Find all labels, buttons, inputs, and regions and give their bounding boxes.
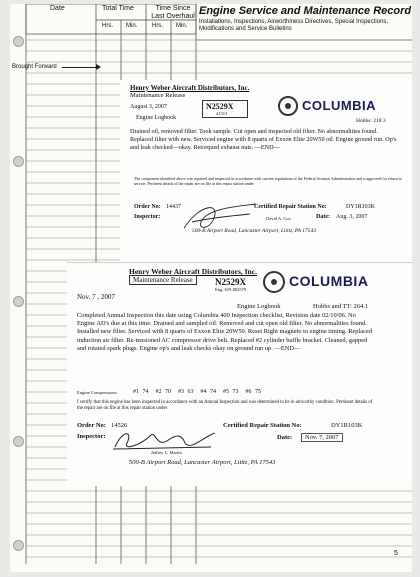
release-date: August 3, 2007 [130,104,167,110]
engine-serial: 41513 [216,111,228,116]
compressions-values: #1 74 #2 70 #3 63 #4 74 #5 73 #6 75 [133,389,261,395]
date-label: Date: [316,214,330,220]
hobbs-reading: Hobbs and TT: 264.1 [313,303,369,310]
tail-number: N2529X [215,277,246,287]
logbook-type: Engine Logbook [237,303,281,310]
page-number: 5 [394,550,398,557]
sign-date: Aug. 3, 2007 [336,214,368,220]
order-label: Order No: [77,422,106,429]
order-label: Order No: [134,204,161,210]
time-since-overhaul-header: Time Since Last Overhaul [151,5,195,20]
inspector-label: Inspector: [134,214,161,220]
hobbs-reading: Hobbs: 218.3 [356,118,386,124]
return-to-service-statement: The component identified above was repaired and inspected in accordance with current regulations of the Federal Aviation Administration and is approved for return to service. Pertinent details of the repair are on file at this repair station under [134,176,402,186]
brought-forward-arrow [62,67,98,68]
company-name: Henry Weber Aircraft Distributors, Inc. [129,267,257,276]
work-description: Completed Annual Inspection this date using Columbia 400 Inspection checklist, Revision date 02/10/06. No Engine AD's due at this time. Drained and sampled oil. Removed and cut open old filter. No abnormalities found. Installed new filter. Serviced with 8 quarts of Exxon Elite 20W50. Reset Right magneto to engine timing. Replaced induction air filter. Re-tensioned AC compressor drive belt. Replaced #2 cylinder baffle bracket. Cleaned, gapped and rotated spark plugs. Engine op's and leak checks okay on ground run up. —END— [77,312,372,352]
inspector-label: Inspector: [77,433,106,440]
date-label: Date: [277,434,293,441]
logbook-type: Engine Logbook [136,115,177,121]
date-column-header: Date [50,5,65,12]
min-header-2: Min. [176,23,188,29]
tail-number: N2529X [206,102,234,111]
logbook-page [10,4,412,572]
columbia-brand: COLUMBIA [289,273,369,289]
total-time-header: Total Time [102,5,134,12]
inspector-name: David A. Cox [266,216,291,221]
station-number: DY1R103K [346,204,376,210]
order-number: 14437 [166,204,181,210]
annual-certification: I certify that this engine has been inspected in accordance with an Annual Inspection and was determined to be in airworthy condition. Pertinent details of the repair are on file at this repair station under [77,400,373,411]
compressions-label: Engine Compressions: [77,390,118,395]
sign-date: Nov. 7, 2007 [301,433,343,442]
inspector-name: Jeffrey L. Martin [151,450,182,455]
engine-serial: Eng. S/N 802579 [215,287,247,292]
station-label: Certified Repair Station No: [223,422,302,429]
record-title: Engine Service and Maintenance Record [199,5,412,17]
columbia-brand: COLUMBIA [302,98,377,113]
brought-forward-label: Brought Forward [12,64,57,70]
address: 500-B Airport Road, Lancaster Airport, Lititz, PA 17543 [129,459,276,466]
maintenance-release-slip-2 [67,262,412,486]
work-description: Drained oil, removed filter. Took sample. Cut open and inspected old filter. No abnormalities found. Replaced filter with new. Serviced engine with 8 quarts of Exxon Elite 20W50 oil. Engine ground run. Op's and leak checked—okay. Retorqued exhaust nuts. —END— [130,128,397,151]
record-subtitle: Installations, Inspections, Airworthiness Directives, Special Inspections, Modifications and Service Bulletins [199,19,389,32]
hrs-header: Hrs. [102,23,113,29]
station-number: DY1R103K [331,422,363,429]
order-number: 14526 [111,422,128,429]
release-title: Maintenance Release [130,92,186,99]
hrs-header-2: Hrs. [152,23,163,29]
address: 500-B Airport Road, Lancaster Airport, Lititz, PA 17543 [192,228,316,234]
release-title: Maintenance Release [129,275,197,285]
maintenance-release-slip-1 [120,80,412,266]
company-name: Henry Weber Aircraft Distributors, Inc. [130,84,250,92]
station-label: Certified Repair Station No: [254,204,327,210]
release-date: Nov. 7 , 2007 [77,293,115,301]
min-header: Min. [126,23,138,29]
